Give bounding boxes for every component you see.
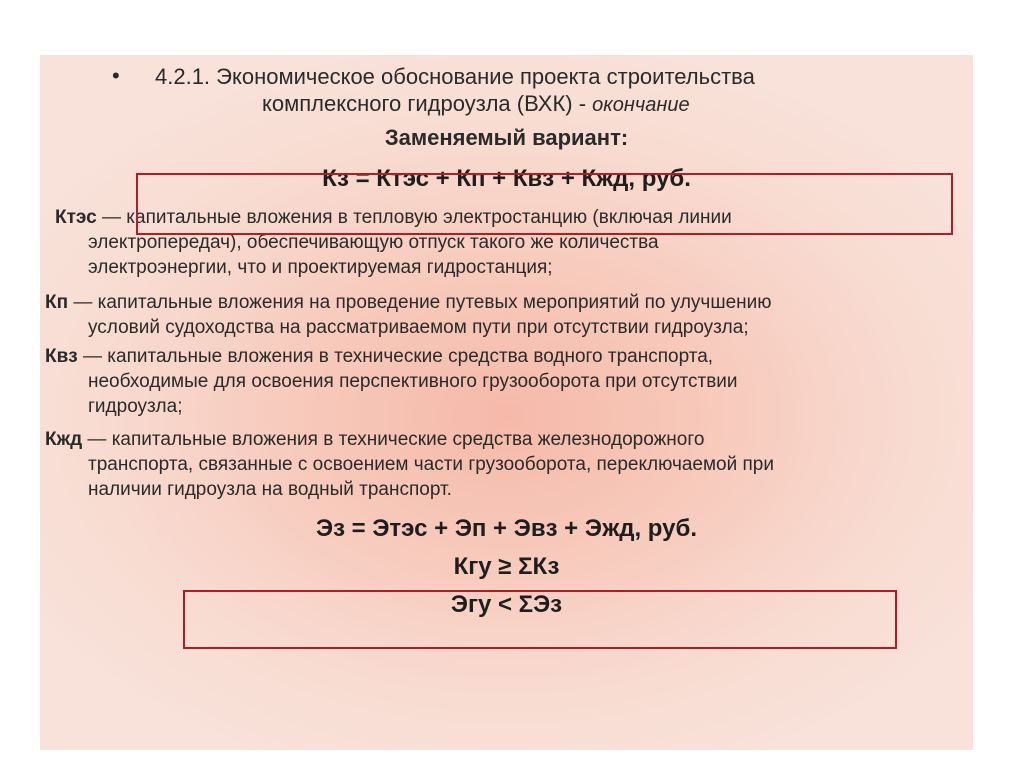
definition-text: электропередач), обеспечивающую отпуск такого же количества [88, 232, 659, 253]
highlight-box-top [136, 173, 953, 235]
definition-text: — капитальные вложения на проведение путевых мероприятий по улучшению [68, 292, 772, 313]
definition-text: — капитальные вложения в тепловую электростанцию (включая линии [96, 207, 732, 228]
definition-kp [45, 290, 772, 340]
definition-term: Кжд [45, 429, 83, 450]
definition-term: Ктэс [55, 207, 97, 228]
definition-text: гидроузла; [88, 396, 183, 417]
title-line2-text: комплексного гидроузла (ВХК) - [262, 91, 593, 116]
definition-text: наличии гидроузла на водный транспорт. [88, 479, 452, 500]
definition-term: Кп [45, 292, 69, 313]
capital-condition: Кгу ≥ ΣКз [453, 553, 560, 580]
slide-title-line1: 4.2.1. Экономическое обоснование проекта строительства [155, 64, 755, 89]
definition-text: необходимые для освоения перспективного грузооборота при отсутствии [88, 371, 738, 392]
slide-title-line2 [262, 90, 690, 119]
definition-text: электроэнергии, что и проектируемая гидростанция; [88, 257, 553, 278]
definition-kzhd [45, 427, 774, 502]
title-suffix: окончание [592, 94, 690, 116]
definition-text: условий судоходства на рассматриваемом пути при отсутствии гидроузла; [88, 317, 749, 338]
highlight-box-bottom [183, 590, 897, 649]
definition-term: Квз [45, 346, 78, 367]
expense-condition: Эгу < ΣЭз [450, 591, 563, 618]
definition-kvz [45, 344, 738, 419]
definition-text: — капитальные вложения в технические средства водного транспорта, [77, 346, 714, 367]
expense-formula: Эз = Этэс + Эп + Эвз + Эжд, руб. [316, 515, 697, 542]
slide-subtitle: Заменяемый вариант: [384, 125, 629, 150]
bullet-marker: • [112, 63, 120, 88]
definition-text: транспорта, связанные с освоением части грузооборота, переключаемой при [88, 454, 774, 475]
definition-text: — капитальные вложения в технические средства железнодорожного [82, 429, 705, 450]
capital-formula: Кз = Ктэс + Кп + Квз + Кжд, руб. [322, 165, 691, 192]
slide [40, 55, 973, 750]
